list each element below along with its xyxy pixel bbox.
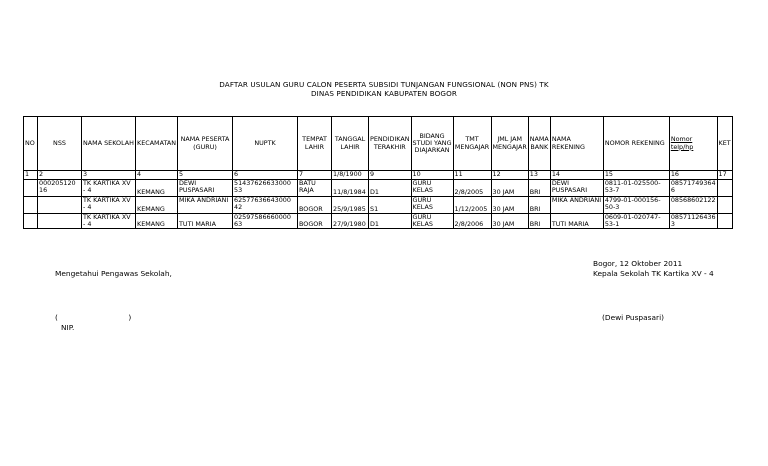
cell-bank: BRI [528,180,550,197]
cell-phone: 08571749364 6 [669,180,717,197]
column-number: 11 [453,171,491,180]
column-number: 9 [369,171,412,180]
column-number: 16 [669,171,717,180]
header-cell: NAMA BANK [528,117,550,171]
cell-school: TK KARTIKA XV - 4 [82,180,136,197]
cell-hours: 30 JAM [491,197,528,214]
column-number: 10 [411,171,453,180]
header-cell: NAMA REKENING [550,117,603,171]
cell-account-number: 0811-01-025500-53-7 [603,180,669,197]
cell-school: TK KARTIKA XV - 4 [82,214,136,229]
cell-birthdate: 25/9/1985 [332,197,369,214]
headmaster-label: Kepala Sekolah TK Kartika XV - 4 [593,269,714,278]
cell-participant: DEWI PUSPASARI [178,180,233,197]
cell-birthplace: BATU RAJA [298,180,332,197]
cell-district: KEMANG [136,214,178,229]
cell-education: D1 [369,180,412,197]
cell-district: KEMANG [136,180,178,197]
cell-subject: GURU KELAS [411,180,453,197]
header-cell: BIDANG STUDI YANG DIAJARKAN [411,117,453,171]
cell-account-name: DEWI PUSPASARI [550,180,603,197]
cell-hours: 30 JAM [491,214,528,229]
header-cell: KET [717,117,732,171]
cell-phone: 08571126436 3 [670,213,716,229]
cell-account-number: 0609-01-020747-53-1 [603,214,669,229]
header-cell: NO [24,117,38,171]
cell-account-name: TUTI MARIA [550,214,603,229]
cell-tmt: 2/8/2005 [453,180,491,197]
column-number: 5 [178,171,233,180]
column-number: 13 [528,171,550,180]
header-cell: TEMPAT LAHIR [298,117,332,171]
cell-no [24,214,38,229]
teacher-table [23,116,733,229]
place-date: Bogor, 12 Oktober 2011 [593,259,683,268]
cell-account-name: MIKA ANDRIANI [550,197,603,214]
cell-education: S1 [369,197,412,214]
header-cell: NUPTK [233,117,298,171]
cell-subject: GURU KELAS [411,197,453,214]
header-cell: JML JAM MENGAJAR [491,117,528,171]
cell-note [717,214,732,229]
cell-school: TK KARTIKA XV - 4 [82,197,136,214]
header-cell: Nomor telp/hp [669,117,717,171]
cell-education: D1 [369,214,412,229]
column-number: 17 [717,171,732,180]
cell-participant: TUTI MARIA [178,214,233,229]
cell-nuptk: 51437626633000 53 [233,180,298,197]
cell-birthplace: BOGOR [298,197,332,214]
cell-birthdate: 27/9/1980 [332,214,369,229]
cell-district: KEMANG [136,197,178,214]
column-number: 3 [82,171,136,180]
document-subtitle: DINAS PENDIDIKAN KABUPATEN BOGOR [311,89,457,98]
table-header-row [24,117,733,171]
column-number: 14 [550,171,603,180]
cell-note [717,180,732,197]
header-cell: NOMOR REKENING [603,117,669,171]
cell-nss: 000205120 16 [38,180,82,197]
cell-participant: MIKA ANDRIANI [178,197,233,214]
cell-subject: GURU KELAS [411,214,453,229]
header-cell: NSS [38,117,82,171]
header-cell: NAMA SEKOLAH [82,117,136,171]
header-cell: TANGGAL LAHIR [332,117,369,171]
header-cell: TMT MENGAJAR [453,117,491,171]
header-cell: PENDIDIKAN TERAKHIR [369,117,412,171]
column-number: 15 [603,171,669,180]
document-title: DAFTAR USULAN GURU CALON PESERTA SUBSIDI TUNJANGAN FUNGSIONAL (NON PNS) TK [219,80,549,89]
supervisor-label: Mengetahui Pengawas Sekolah, [55,269,172,278]
cell-tmt: 1/12/2005 [453,197,491,214]
table-row [24,214,733,229]
supervisor-name-blank: ( ) [55,313,132,322]
headmaster-name: (Dewi Puspasari) [602,313,665,322]
column-number: 6 [233,171,298,180]
cell-nss [38,214,82,229]
cell-birthplace: BOGOR [298,214,332,229]
table-row [24,197,733,214]
cell-phone: 08568602122 [669,197,717,214]
cell-tmt: 2/8/2006 [453,214,491,229]
cell-no [24,197,38,214]
column-number: 4 [136,171,178,180]
cell-note [717,197,732,214]
column-number-row [24,171,733,180]
column-number: 1/8/1900 [332,171,369,180]
cell-nuptk: 02597586660000 63 [233,214,298,229]
supervisor-nip: NIP. [61,323,75,332]
column-number: 2 [38,171,82,180]
cell-bank: BRI [528,214,550,229]
header-cell: KECAMATAN [136,117,178,171]
header-cell: NAMA PESERTA (GURU) [178,117,233,171]
table-row [24,180,733,197]
cell-nuptk: 62577636643000 42 [233,197,298,214]
cell-bank: BRI [528,197,550,214]
column-number: 7 [298,171,332,180]
cell-birthdate: 11/8/1984 [332,180,369,197]
cell-hours: 30 JAM [491,180,528,197]
column-number: 12 [491,171,528,180]
cell-nss [38,197,82,214]
cell-account-number: 4799-01-000156-50-3 [603,197,669,214]
column-number: 1 [24,171,38,180]
cell-no [24,180,38,197]
